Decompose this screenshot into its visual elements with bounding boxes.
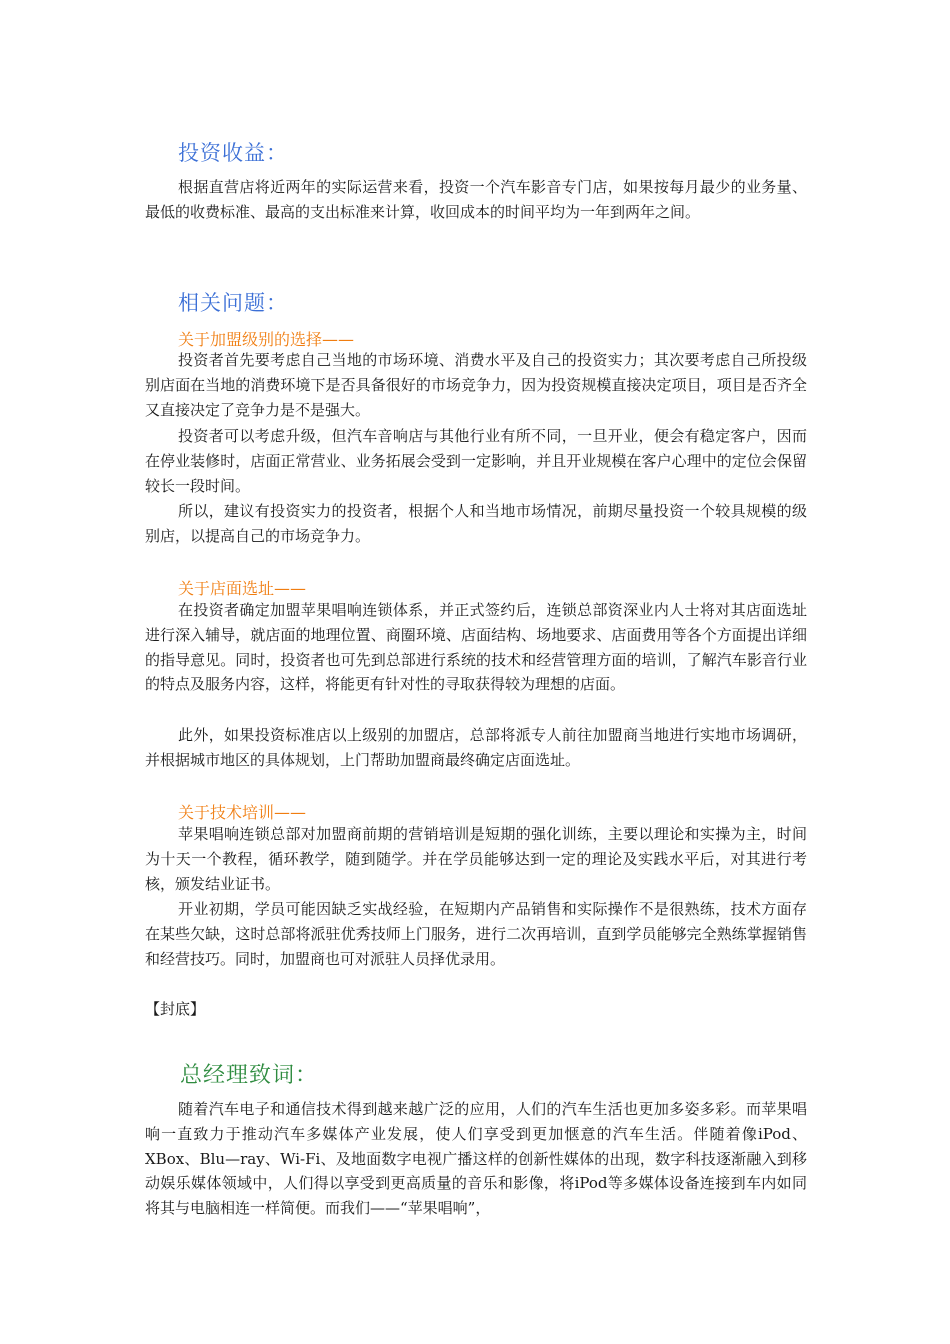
back-cover-marker: 【封底】 [145, 1000, 206, 1018]
related-heading: 相关问题： [178, 291, 288, 315]
training-paragraph-1: 苹果唱响连锁总部对加盟商前期的营销培训是短期的强化训练，主要以理论和实操为主，时间为十天一个教程，循环教学，随到随学。并在学员能够达到一定的理论及实践水平后，对其进行考核，颁发结业证书。 [145, 825, 807, 893]
site-subheading: 关于店面选址—— [178, 579, 307, 598]
level-subheading: 关于加盟级别的选择—— [178, 330, 355, 349]
training-paragraph-2: 开业初期，学员可能因缺乏实战经验，在短期内产品销售和实际操作不是很熟练，技术方面存在某些欠缺，这时总部将派驻优秀技师上门服务，进行二次再培训，直到学员能够完全熟练掌握销售和经营技巧。同时，加盟商也可对派驻人员择优录用。 [145, 900, 807, 968]
level-paragraph-1: 投资者首先要考虑自己当地的市场环境、消费水平及自己的投资实力；其次要考虑自己所投级别店面在当地的消费环境下是否具备很好的市场竞争力，因为投资规模直接决定项目，项目是否齐全又直接决定了竞争力是不是强大。 [145, 351, 807, 419]
investment-heading: 投资收益： [178, 141, 288, 165]
investment-paragraph: 根据直营店将近两年的实际运营来看，投资一个汽车影音专门店，如果按每月最少的业务量、最低的收费标准、最高的支出标准来计算，收回成本的时间平均为一年到两年之间。 [145, 178, 807, 221]
site-paragraph-2: 此外，如果投资标准店以上级别的加盟店，总部将派专人前往加盟商当地进行实地市场调研，并根据城市地区的具体规划，上门帮助加盟商最终确定店面选址。 [145, 726, 807, 769]
site-paragraph-1: 在投资者确定加盟苹果唱响连锁体系，并正式签约后，连锁总部资深业内人士将对其店面选址进行深入辅导，就店面的地理位置、商圈环境、店面结构、场地要求、店面费用等各个方面提出详细的指导意见。同时，投资者也可先到总部进行系统的技术和经营管理方面的培训，了解汽车影音行业的特点及服务内容，这样，将能更有针对性的寻取获得较为理想的店面。 [145, 601, 807, 694]
gm-heading: 总经理致词： [180, 1063, 319, 1088]
training-subheading: 关于技术培训—— [178, 803, 307, 822]
level-paragraph-2: 投资者可以考虑升级，但汽车音响店与其他行业有所不同，一旦开业，便会有稳定客户，因而在停业装修时，店面正常营业、业务拓展会受到一定影响，并且开业规模在客户心理中的定位会保留较长一段时间。 [145, 427, 807, 495]
gm-paragraph: 随着汽车电子和通信技术得到越来越广泛的应用，人们的汽车生活也更加多姿多彩。而苹果唱响一直致力于推动汽车多媒体产业发展，使人们享受到更加惬意的汽车生活。伴随着像iPod、XBox、Blu—ray、Wi-Fi、及地面数字电视广播这样的创新性媒体的出现，数字科技逐渐融入到移动娱乐媒体领域中，人们得以享受到更高质量的音乐和影像，将iPod等多媒体设备连接到车内如同将其与电脑相连一样简便。而我们——“苹果唱响”， [145, 1100, 807, 1218]
level-paragraph-3: 所以，建议有投资实力的投资者，根据个人和当地市场情况，前期尽量投资一个较具规模的级别店，以提高自己的市场竞争力。 [145, 502, 807, 545]
